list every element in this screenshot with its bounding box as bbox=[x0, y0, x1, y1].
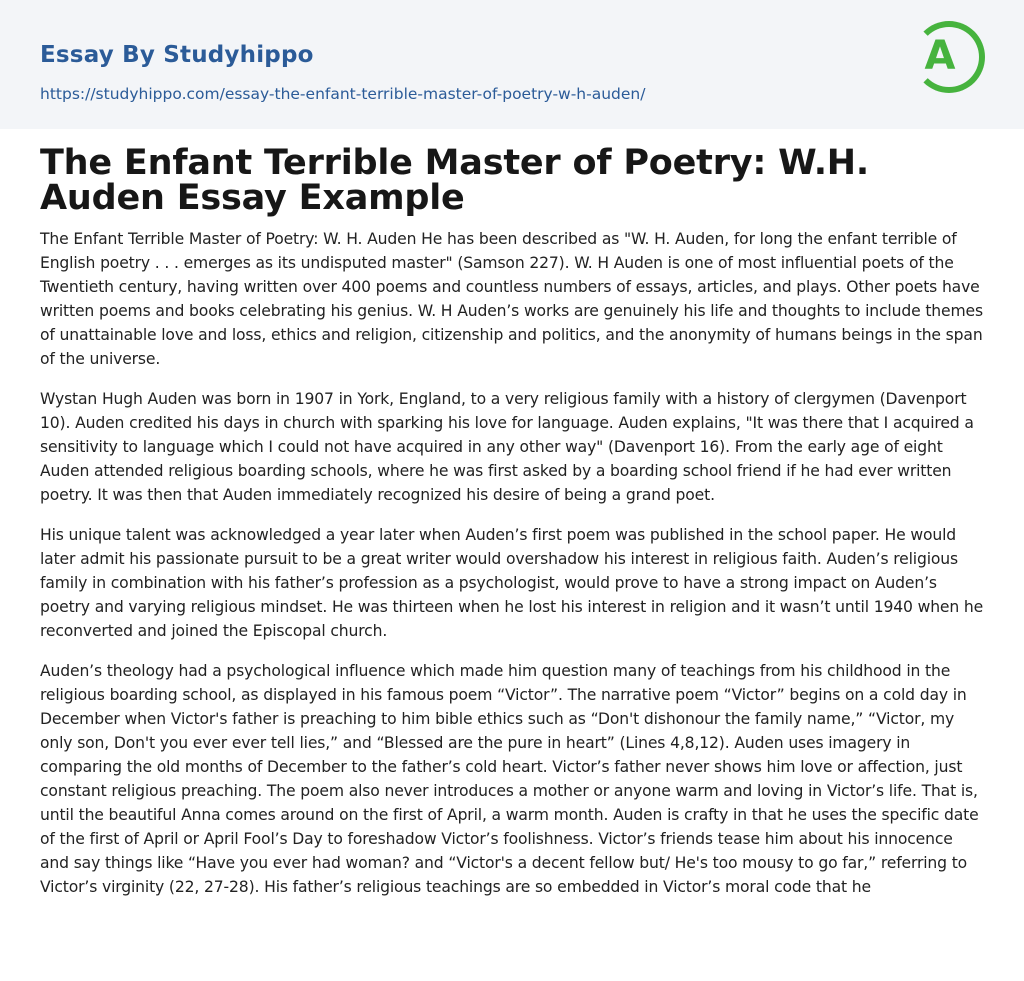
essay-paragraph: Wystan Hugh Auden was born in 1907 in York, England, to a very religious family with a history of clergymen (Davenport 10). Auden credited his days in church with sparking his love for language. Auden explains, "It was there that I acquired a sensitivity to language which I could not have acquired in any other way" (Davenport 16). From the early age of eight Auden attended religious boarding schools, where he was first asked by a boarding school friend if he had ever written poetry. It was then that Auden immediately recognized his desire of being a grand poet. bbox=[40, 390, 974, 504]
site-title[interactable]: Essay By Studyhippo bbox=[40, 42, 314, 68]
essay-paragraph: Auden’s theology had a psychological influence which made him question many of teachings from his childhood in the religious boarding school, as displayed in his famous poem “Victor”. The narrative poem “Victor” begins on a cold day in December when Victor's father is preaching to him bible ethics such as “Don't dishonour the family name,” “Victor, my only son, Don't you ever ever tell lies,” and “Blessed are the pure in heart” (Lines 4,8,12). Auden uses imagery in comparing the old months of December to the father’s cold heart. Victor’s father never shows him love or affection, just constant religious preaching. The poem also never introduces a mother or anyone warm and loving in Victor’s life. That is, until the beautiful Anna comes around on the first of April, a warm month. Auden is crafty in that he uses the specific date of the first of April or April Fool’s Day to foreshadow Victor’s foolishness. Victor’s friends tease him about his innocence and say things like “Have you ever had woman? and “Victor's a decent fellow but/ He's too mousy to go far,” referring to Victor’s virginity (22, 27-28). His father’s religious teachings are so embedded in Victor’s moral code that he bbox=[40, 662, 979, 896]
essay-paragraph: The Enfant Terrible Master of Poetry: W. H. Auden He has been described as "W. H. Auden, for long the enfant terrible of English poetry . . . emerges as its undisputed master" (Samson 227). W. H Auden is one of most influential poets of the Twentieth century, having written over 400 poems and countless numbers of essays, articles, and plays. Other poets have written poems and books celebrating his genius. W. H Auden’s works are genuinely his life and thoughts to include themes of unattainable love and loss, ethics and religion, citizenship and politics, and the anonymity of humans beings in the span of the universe. bbox=[40, 230, 983, 368]
essay-body bbox=[40, 227, 984, 899]
site-header bbox=[0, 0, 1024, 129]
page-title: The Enfant Terrible Master of Poetry: W.H. Auden Essay Example bbox=[40, 143, 869, 218]
page-url-link[interactable]: https://studyhippo.com/essay-the-enfant-terrible-master-of-poetry-w-h-auden/ bbox=[40, 85, 646, 103]
essay-paragraph: His unique talent was acknowledged a year later when Auden’s first poem was published in the school paper. He would later admit his passionate pursuit to be a great writer would overshadow his interest in religious faith. Auden’s religious family in combination with his father’s profession as a psychologist, would prove to have a strong impact on Auden’s poetry and varying religious mindset. He was thirteen when he lost his interest in religion and it wasn’t until 1940 when he reconverted and joined the Episcopal church. bbox=[40, 526, 984, 640]
logo-letter: A bbox=[924, 33, 956, 79]
studyhippo-logo[interactable] bbox=[910, 18, 988, 106]
main-content bbox=[0, 143, 1024, 899]
